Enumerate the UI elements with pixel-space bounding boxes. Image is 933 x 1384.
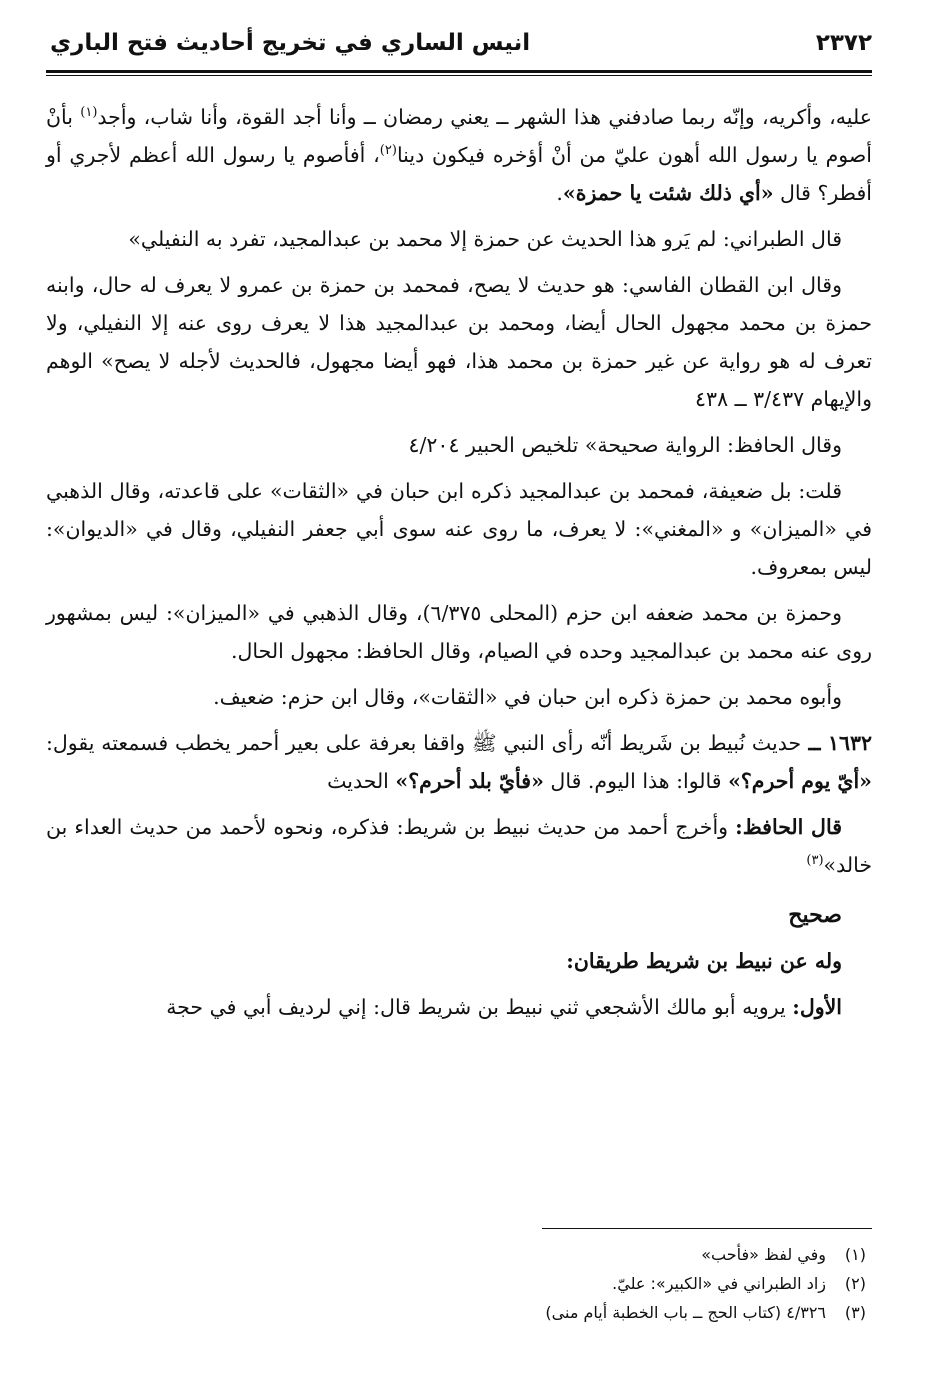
footnote-text: زاد الطبراني في «الكبير»: عليّ. <box>612 1274 826 1293</box>
footnote-text: وفي لفظ «فأحب» <box>701 1245 826 1264</box>
text-run: حديث نُبيط بن شَريط أنّه رأى النبي ﷺ واقفا بعرفة على بعير أحمر يخطب فسمعته يقول: <box>46 731 802 755</box>
paragraph-4: وقال الحافظ: الرواية صحيحة» تلخيص الحبير ٤/٢٠٤ <box>408 433 842 457</box>
bold-label: قال الحافظ: <box>735 815 842 839</box>
running-title: انيس الساري في تخريج أحاديث فتح الباري <box>50 30 531 56</box>
paragraph-7: وأبوه محمد بن حمزة ذكره ابن حبان في «الثقات»، وقال ابن حزم: ضعيف. <box>213 685 842 709</box>
bold-quote: «أي ذلك شئت يا حمزة» <box>562 181 774 205</box>
paragraph-5: قلت: بل ضعيفة، فمحمد بن عبدالمجيد ذكره ابن حبان في «الثقات» على قاعدته، وقال الذهبي في «الميزان» و «المغني»: لا يعرف، ما روى عنه سوى أبي جعفر النفيلي، وقال في «الديوان»: ليس بمعروف. <box>46 479 872 579</box>
bold-quote: «أيّ يوم أحرم؟» <box>728 769 872 793</box>
text-run: قالوا: هذا اليوم. قال <box>543 769 729 793</box>
main-text <box>46 98 872 1034</box>
text-run: الحديث <box>327 769 396 793</box>
text-run: بأنْ أصوم يا رسول الله أهون عليّ من أنْ أؤخره فيكون دينا <box>46 105 872 167</box>
paragraph-9 <box>46 988 872 1026</box>
footnote-text: ٤/٣٢٦ (كتاب الحج ــ باب الخطبة أيام منى) <box>545 1303 826 1322</box>
text-run: ، أفأصوم يا رسول الله أعظم لأجري أو أفطر؟ قال <box>46 143 872 205</box>
paragraph-3: وقال ابن القطان الفاسي: هو حديث لا يصح، فمحمد بن حمزة بن عمرو لا يعرف له حال، وابنه حمزة بن محمد مجهول الحال أيضا، ومحمد بن عبدالمجيد هذا لا يعرف روى عنه إلا النفيلي، ولا تعرف له هو رواية عن غير حمزة بن محمد هذا، فهو أيضا مجهول، فالحديث لأجله لا يصح» الوهم والإيهام ٣/٤٣٧ ــ ٤٣٨ <box>46 273 872 411</box>
section-subheading: وله عن نبيط بن شريط طريقان: <box>566 949 842 973</box>
text-run: وأخرج أحمد من حديث نبيط بن شريط: فذكره، ونحوه لأحمد من حديث العداء بن خالد» <box>46 815 872 877</box>
paragraph-1 <box>46 98 872 212</box>
footnote-number: (١) <box>844 1245 866 1264</box>
footnote-ref-1: (١) <box>80 105 98 121</box>
footnote-ref-2: (٢) <box>379 143 397 159</box>
paragraph-6: وحمزة بن محمد ضعفه ابن حزم (المحلى ٦/٣٧٥)، وقال الذهبي في «الميزان»: ليس بمشهور روى عنه محمد بن عبدالمجيد وحده في الصيام، وقال الحافظ: مجهول الحال. <box>46 601 872 663</box>
footnote-number: (٣) <box>844 1303 866 1322</box>
hadith-entry <box>46 724 872 800</box>
footnotes <box>46 1240 872 1327</box>
footnote-item <box>46 1298 872 1327</box>
paragraph-8 <box>46 808 872 884</box>
section-heading: صحيح <box>788 902 842 928</box>
footnote-number: (٢) <box>844 1274 866 1293</box>
book-page <box>46 28 872 1358</box>
footnote-item <box>46 1240 872 1269</box>
hadith-number: ١٦٣٢ ــ <box>801 731 872 755</box>
page-number: ٢٣٧٢ <box>815 30 872 56</box>
footnote-separator <box>542 1228 872 1229</box>
bold-label: الأول: <box>792 995 842 1019</box>
footnote-ref-3: (٣) <box>806 853 824 869</box>
header-rule <box>46 70 872 73</box>
footnote-item <box>46 1269 872 1298</box>
bold-quote: «فأيّ بلد أحرم؟» <box>395 769 544 793</box>
page-header <box>46 28 872 66</box>
paragraph-2: قال الطبراني: لم يَرو هذا الحديث عن حمزة إلا محمد بن عبدالمجيد، تفرد به النفيلي» <box>128 227 842 251</box>
text-run: . <box>556 181 563 205</box>
header-rule-thin <box>46 75 872 76</box>
text-run: عليه، وأكريه، وإنّه ربما صادفني هذا الشهر ــ يعني رمضان ــ وأنا أجد القوة، وأنا شاب، وأجد <box>97 105 872 129</box>
text-run: يرويه أبو مالك الأشجعي ثني نبيط بن شريط قال: إني لرديف أبي في حجة <box>166 995 793 1019</box>
